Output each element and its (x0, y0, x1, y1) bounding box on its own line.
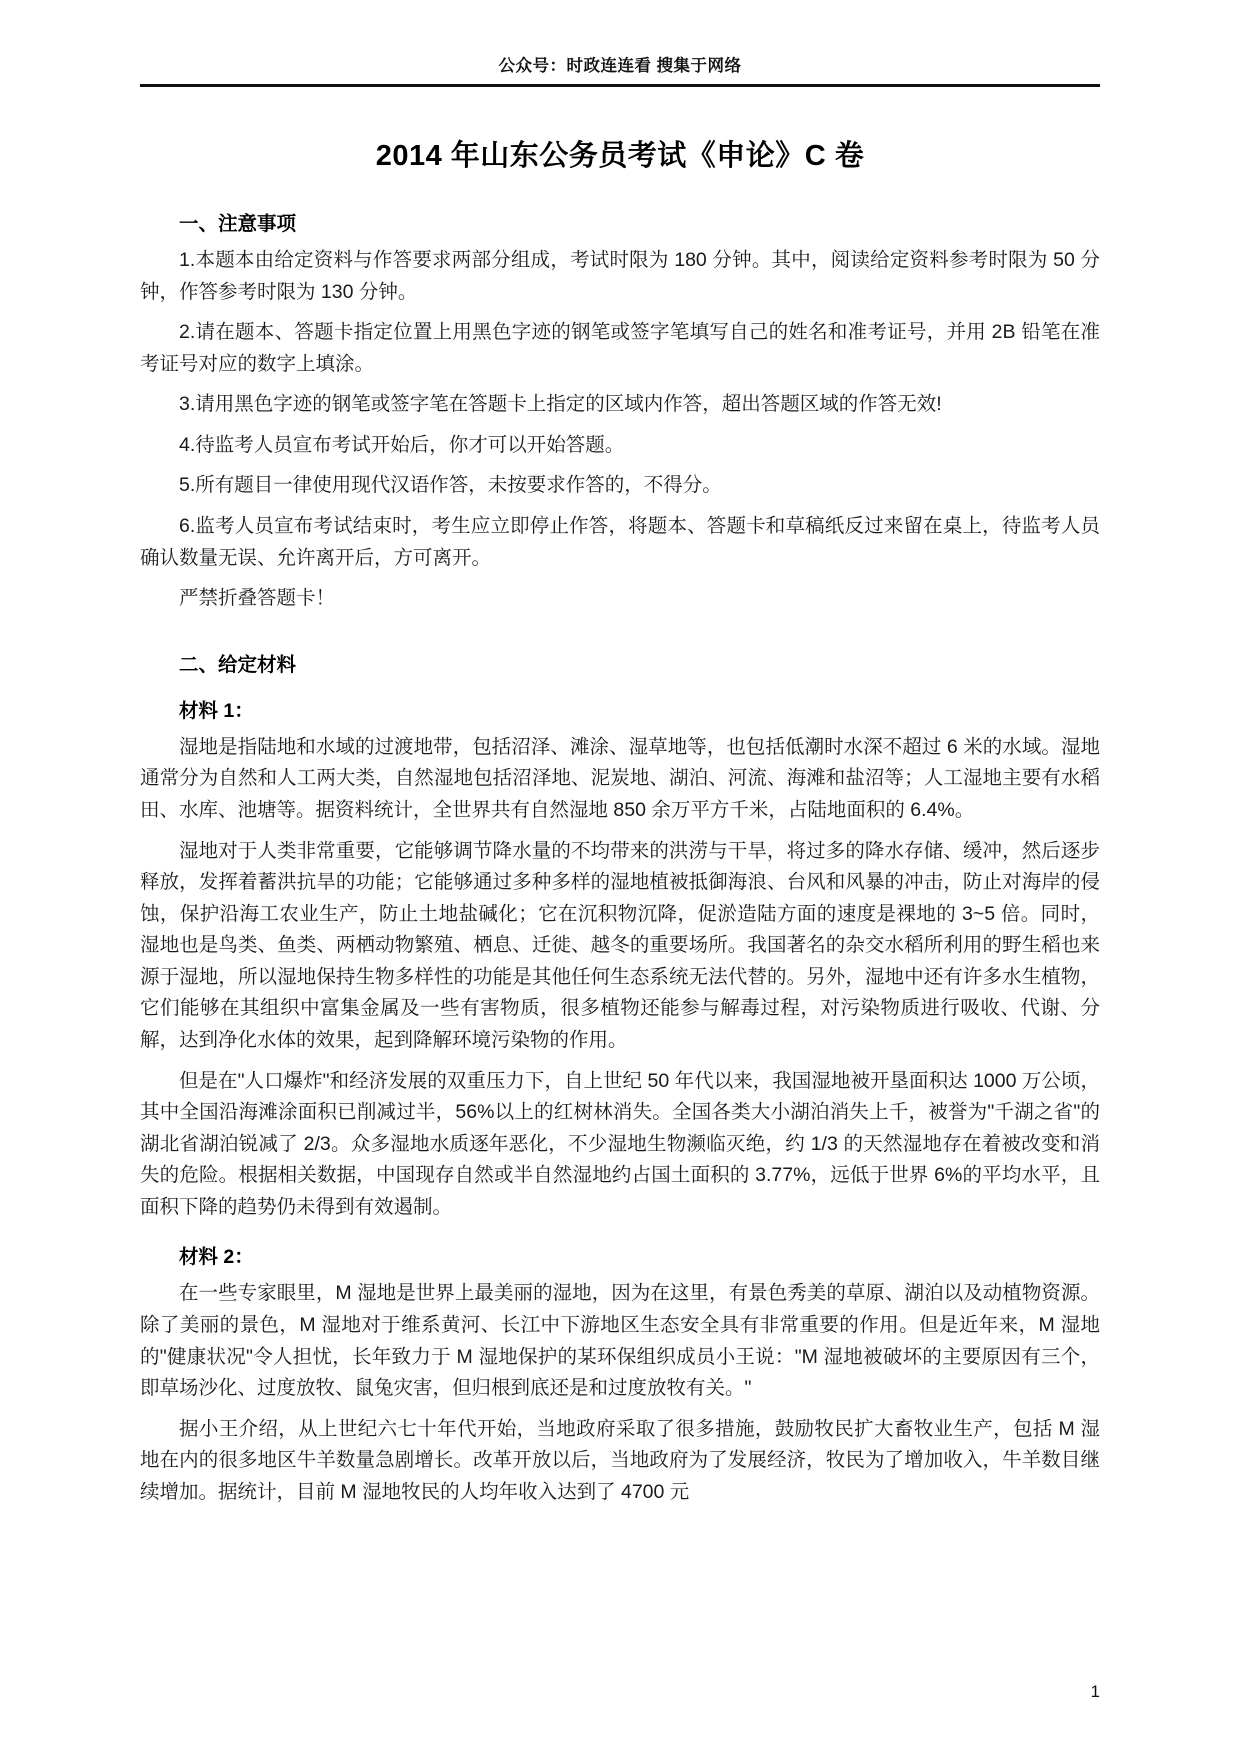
notice-item-2: 2.请在题本、答题卡指定位置上用黑色字迹的钢笔或签字笔填写自己的姓名和准考证号，并用 2B 铅笔在准考证号对应的数字上填涂。 (140, 321, 1100, 375)
material-2-paragraph-2: 据小王介绍，从上世纪六七十年代开始，当地政府采取了很多措施，鼓励牧民扩大畜牧业生产，包括 M 湿地在内的很多地区牛羊数量急剧增长。改革开放以后，当地政府为了发展经济，牧民为了增加收入，牛羊数目继续增加。据统计，目前 M 湿地牧民的人均年收入达到了 4700 元 (140, 1417, 1100, 1503)
page-number: 1 (1090, 1682, 1100, 1701)
header-divider (140, 84, 1100, 87)
notice-item-5: 5.所有题目一律使用现代汉语作答，未按要求作答的，不得分。 (179, 474, 722, 497)
page-title: 2014 年山东公务员考试《申论》C 卷 (375, 140, 865, 172)
material-1-label: 材料 1： (179, 699, 254, 722)
notice-item-6: 6.监考人员宣布考试结束时，考生应立即停止作答，将题本、答题卡和草稿纸反过来留在桌上，待监考人员确认数量无误、允许离开后，方可离开。 (140, 515, 1100, 569)
notice-item-1: 1.本题本由给定资料与作答要求两部分组成，考试时限为 180 分钟。其中，阅读给定资料参考时限为 50 分钟，作答参考时限为 130 分钟。 (140, 249, 1100, 303)
section-heading-materials: 二、给定材料 (179, 653, 297, 676)
page-header-banner: 公众号：时政连连看 搜集于网络 (498, 57, 742, 75)
notice-warning: 严禁折叠答题卡！ (179, 587, 336, 610)
material-1-paragraph-1: 湿地是指陆地和水域的过渡地带，包括沼泽、滩涂、湿草地等，也包括低潮时水深不超过 6 米的水域。湿地通常分为自然和人工两大类，自然湿地包括沼泽地、泥炭地、湖泊、河流、海滩和盐沼等；人工湿地主要有水稻田、水库、池塘等。据资料统计，全世界共有自然湿地 850 余万平方千米，占陆地面积的 6.4%。 (140, 735, 1100, 821)
notice-item-4: 4.待监考人员宣布考试开始后，你才可以开始答题。 (179, 433, 625, 456)
material-1-paragraph-2: 湿地对于人类非常重要，它能够调节降水量的不均带来的洪涝与干旱，将过多的降水存储、缓冲，然后逐步释放，发挥着蓄洪抗旱的功能；它能够通过多种多样的湿地植被抵御海浪、台风和风暴的冲击，防止对海岸的侵蚀，保护沿海工农业生产，防止土地盐碱化；它在沉积物沉降，促淤造陆方面的速度是裸地的 3~5 倍。同时，湿地也是鸟类、鱼类、两栖动物繁殖、栖息、迁徙、越冬的重要场所。我国著名的杂交水稻所利用的野生稻也来源于湿地，所以湿地保持生物多样性的功能是其他任何生态系统无法代替的。另外，湿地中还有许多水生植物，它们能够在其组织中富集金属及一些有害物质，很多植物还能参与解毒过程，对污染物质进行吸收、代谢、分解，达到净化水体的效果，起到降解环境污染物的作用。 (140, 839, 1100, 1051)
material-2-label: 材料 2： (179, 1246, 254, 1269)
material-2-paragraph-1: 在一些专家眼里，M 湿地是世界上最美丽的湿地，因为在这里，有景色秀美的草原、湖泊以及动植物资源。除了美丽的景色，M 湿地对于维系黄河、长江中下游地区生态安全具有非常重要的作用。但是近年来，M 湿地的"健康状况"令人担忧，长年致力于 M 湿地保护的某环保组织成员小王说："M 湿地被破坏的主要原因有三个，即草场沙化、过度放牧、鼠兔灾害，但归根到底还是和过度放牧有关。" (140, 1282, 1100, 1400)
notice-item-3: 3.请用黑色字迹的钢笔或签字笔在答题卡上指定的区域内作答，超出答题区域的作答无效! (179, 393, 942, 416)
section-heading-notice: 一、注意事项 (179, 213, 297, 235)
material-1-paragraph-3: 但是在"人口爆炸"和经济发展的双重压力下，自上世纪 50 年代以来，我国湿地被开垦面积达 1000 万公顷，其中全国沿海滩涂面积已削减过半，56%以上的红树林消失。全国各类大小湖泊消失上千，被誉为"千湖之省"的湖北省湖泊锐减了 2/3。众多湿地水质逐年恶化，不少湿地生物濒临灭绝，约 1/3 的天然湿地存在着被改变和消失的危险。根据相关数据，中国现存自然或半自然湿地约占国土面积的 3.77%，远低于世界 6%的平均水平，且面积下降的趋势仍未得到有效遏制。 (140, 1069, 1100, 1218)
